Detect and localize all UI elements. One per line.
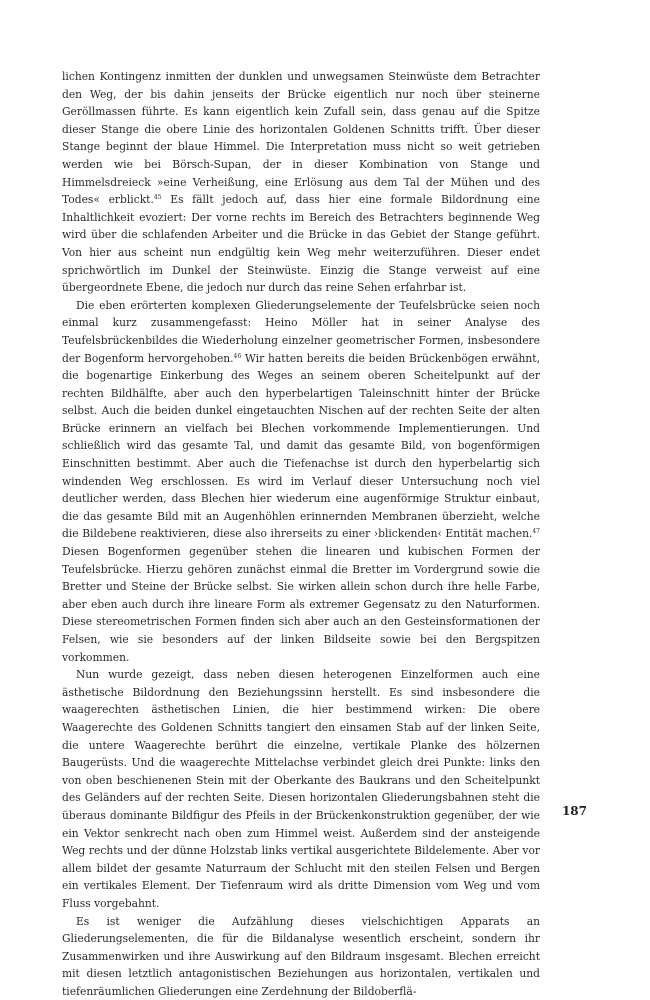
paragraph: [62, 913, 540, 1000]
paragraph-text: Die eben erörterten komplexen Gliederungselemente der Teufelsbrücke seien noch einmal kurz zusammengefasst: Heino Möller hat in seiner Analyse des Teufelsbrückenbildes die Wiederholung einzelner geometrischer Formen, insbesondere der Bogenform hervorgehoben.: [62, 299, 540, 365]
footnote-marker[interactable]: 47: [532, 528, 540, 535]
paragraph: [62, 68, 540, 297]
paragraph-text: Diesen Bogenformen gegenüber stehen die linearen und kubischen Formen der Teufelsbrücke. Hierzu gehören zunächst einmal die Bretter im Vordergrund sowie die Bretter und Steine der Brücke selbst. Sie wirken allein schon durch ihre helle Farbe, aber eben auch durch ihre lineare Form als extremer Gegensatz zu den Naturformen. Diese stereometrischen Formen finden sich aber auch an den Gesteinsformationen der Felsen, wie sie besonders auf der linken Bildseite sowie bei den Bergspitzen vorkommen.: [62, 545, 540, 664]
footnote-marker[interactable]: 45: [154, 194, 162, 201]
paragraph: [62, 666, 540, 912]
body-text: [62, 68, 540, 1000]
page-number: 187: [562, 804, 587, 818]
footnote-marker[interactable]: 46: [234, 353, 242, 360]
paragraph-text: Es ist weniger die Aufzählung dieses vielschichtigen Apparats an Gliederungselementen, die für die Bildanalyse wesentlich erscheint, sondern ihr Zusammenwirken und ihre Auswirkung auf den Bildraum insgesamt. Blechen erreicht mit diesen letztlich antagonistischen Beziehungen aus horizontalen, vertikalen und tiefenräumlichen Gliederungen eine Zerdehnung der Bildoberflä-: [62, 915, 540, 998]
paragraph: [62, 297, 540, 666]
paragraph-text: Wir hatten bereits die beiden Brückenbögen erwähnt, die bogenartige Einkerbung des Weges an seinem oberen Scheitelpunkt auf der rechten Bildhälfte, aber auch den hyperbelartigen Taleinschnitt hinter der Brücke selbst. Auch die beiden dunkel eingetauchten Nischen auf der rechten Seite der alten Brücke erinnern an vielfach bei Blechen vorkommende Implementierungen. Und schließlich wird das gesamte Tal, und damit das gesamte Bild, von bogenförmigen Einschnitten bestimmt. Aber auch die Tiefenachse ist durch den hyperbelartig sich windenden Weg erschlossen. Es wird im Verlauf dieser Untersuchung noch viel deutlicher werden, dass Blechen hier wiederum eine augenförmige Struktur einbaut, die das gesamte Bild mit an Augenhöhlen erinnernden Membranen überzieht, welche die Bildebene reaktivieren, diese also ihrerseits zu einer ›blickenden‹ Entität machen.: [62, 352, 540, 541]
paragraph-text: Es fällt jedoch auf, dass hier eine formale Bildordnung eine Inhaltlichkeit evoziert: Der vorne rechts im Bereich des Betrachters beginnende Weg wird über die schlafenden Arbeiter und die Brücke in das Gebiet der Stange geführt. Von hier aus scheint nun endgültig kein Weg mehr weiterzuführen. Dieser endet sprichwörtlich im Dunkel der Steinwüste. Einzig die Stange verweist auf eine übergeordnete Ebene, die jedoch nur durch das reine Sehen erfahrbar ist.: [62, 193, 540, 294]
paragraph-text: lichen Kontingenz inmitten der dunklen und unwegsamen Steinwüste dem Betrachter den Weg, der bis dahin jenseits der Brücke eigentlich nur noch über steinerne Geröllmassen führte. Es kann eigentlich kein Zufall sein, dass genau auf die Spitze dieser Stange die obere Linie des horizontalen Goldenen Schnitts trifft. Über dieser Stange beginnt der blaue Himmel. Die Interpretation muss nicht so weit getrieben werden wie bei Börsch-Supan, der in dieser Kombination von Stange und Himmelsdreieck »eine Verheißung, eine Erlösung aus dem Tal der Mühen und des Todes« erblickt.: [62, 70, 540, 206]
paragraph-text: Nun wurde gezeigt, dass neben diesen heterogenen Einzelformen auch eine ästhetische Bildordnung den Beziehungssinn herstellt. Es sind insbesondere die waagerechten ästhetischen Linien, die hier bestimmend wirken: Die obere Waagerechte des Goldenen Schnitts tangiert den einsamen Stab auf der linken Seite, die untere Waagerechte berührt die einzelne, vertikale Planke des hölzernen Baugerüsts. Und die waagerechte Mittelachse verbindet gleich drei Punkte: links den von oben beschienenen Stein mit der Oberkante des Baukrans und den Scheitelpunkt des Geländers auf der rechten Seite. Diesen horizontalen Gliederungsbahnen steht die überaus dominante Bildfigur des Pfeils in der Brückenkonstruktion gegenüber, der wie ein Vektor senkrecht nach oben zum Himmel weist. Außerdem sind der ansteigende Weg rechts und der dünne Holzstab links vertikal ausgerichtete Bildelemente. Aber vor allem bildet der gesamte Naturraum der Schlucht mit den steilen Felsen und Bergen ein vertikales Element. Der Tiefenraum wird als dritte Dimension vom Weg und vom Fluss vorgebahnt.: [62, 668, 540, 910]
